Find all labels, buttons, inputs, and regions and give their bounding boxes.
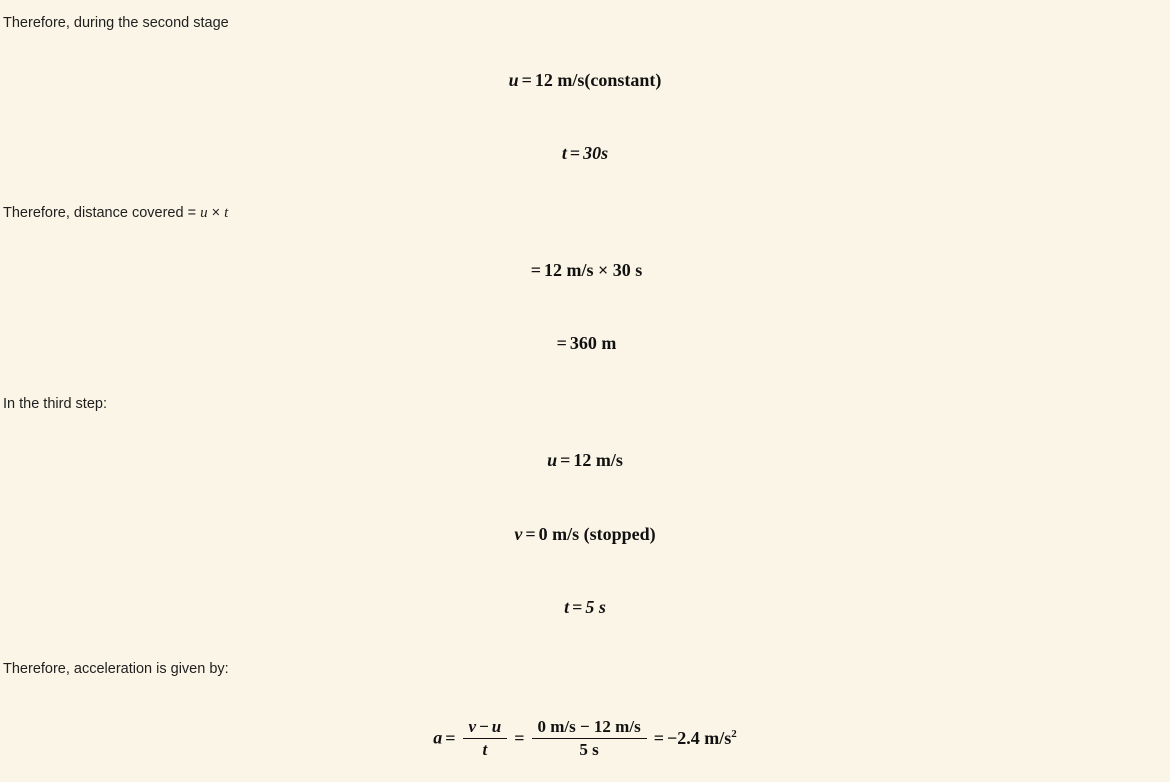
fraction-numerator <box>463 717 508 739</box>
equation-t-5s-rhs: 5 s <box>585 597 606 617</box>
equals-sign: = <box>525 524 536 544</box>
minus-sign: − <box>479 717 489 736</box>
equation-t-30s-rhs: 30s <box>583 143 609 163</box>
variable-u: u <box>200 205 208 221</box>
paragraph-third-step: In the third step: <box>3 396 107 412</box>
equals-sign: = <box>569 143 581 163</box>
equation-u-constant-rhs: 12 m/s(constant) <box>534 70 662 90</box>
equation-u-12-lhs: u <box>547 450 558 470</box>
equals-sign: = <box>560 450 571 470</box>
equation-v-zero-rhs: 0 m/s (stopped) <box>538 524 656 544</box>
variable-t: t <box>224 205 229 221</box>
equation-acceleration <box>0 718 1170 761</box>
equation-t-5s <box>0 597 1170 618</box>
equation-distance-product-rhs: 12 m/s × 30 s <box>544 260 643 280</box>
equation-v-zero-lhs: v <box>514 524 523 544</box>
fraction-denominator: t <box>482 740 488 759</box>
equation-v-zero <box>0 524 1170 545</box>
equation-u-constant-lhs: u <box>508 70 519 90</box>
equation-u-constant <box>0 70 1170 91</box>
equals-sign: = <box>572 597 583 617</box>
times-operator: × <box>207 205 225 221</box>
equation-distance-result-rhs: 360 m <box>569 333 617 353</box>
equals-sign: = <box>521 70 532 90</box>
equation-u-12-rhs: 12 m/s <box>573 450 623 470</box>
fraction-values <box>532 717 647 760</box>
acceleration-value: −2.4 m/s <box>666 727 732 748</box>
fraction-values-numerator: 0 m/s − 12 m/s <box>532 717 647 739</box>
equation-t-30s-lhs: t <box>561 143 567 163</box>
numerator-v: v <box>468 717 477 736</box>
equals-sign-3: = <box>653 727 664 748</box>
equation-acceleration-result <box>667 728 737 748</box>
equation-u-12 <box>0 450 1170 471</box>
acceleration-exponent: 2 <box>731 727 737 740</box>
paragraph-second-stage: Therefore, during the second stage <box>3 15 229 31</box>
equals-sign-1: = <box>445 727 456 748</box>
equation-distance-product <box>0 260 1170 281</box>
fraction-values-denominator: 5 s <box>579 740 599 759</box>
equation-acceleration-lhs: a <box>433 727 443 748</box>
paragraph-distance-covered-prefix: Therefore, distance covered = <box>3 205 201 221</box>
equals-sign-2: = <box>514 727 525 748</box>
equation-t-30s <box>0 143 1170 164</box>
paragraph-acceleration-intro: Therefore, acceleration is given by: <box>3 661 229 677</box>
equation-distance-result <box>0 333 1170 354</box>
equals-sign: = <box>530 260 541 280</box>
equals-sign: = <box>556 333 567 353</box>
numerator-u: u <box>491 717 502 736</box>
paragraph-distance-covered <box>3 204 228 224</box>
fraction-v-minus-u-over-t <box>463 717 508 760</box>
equation-t-5s-lhs: t <box>564 597 570 617</box>
